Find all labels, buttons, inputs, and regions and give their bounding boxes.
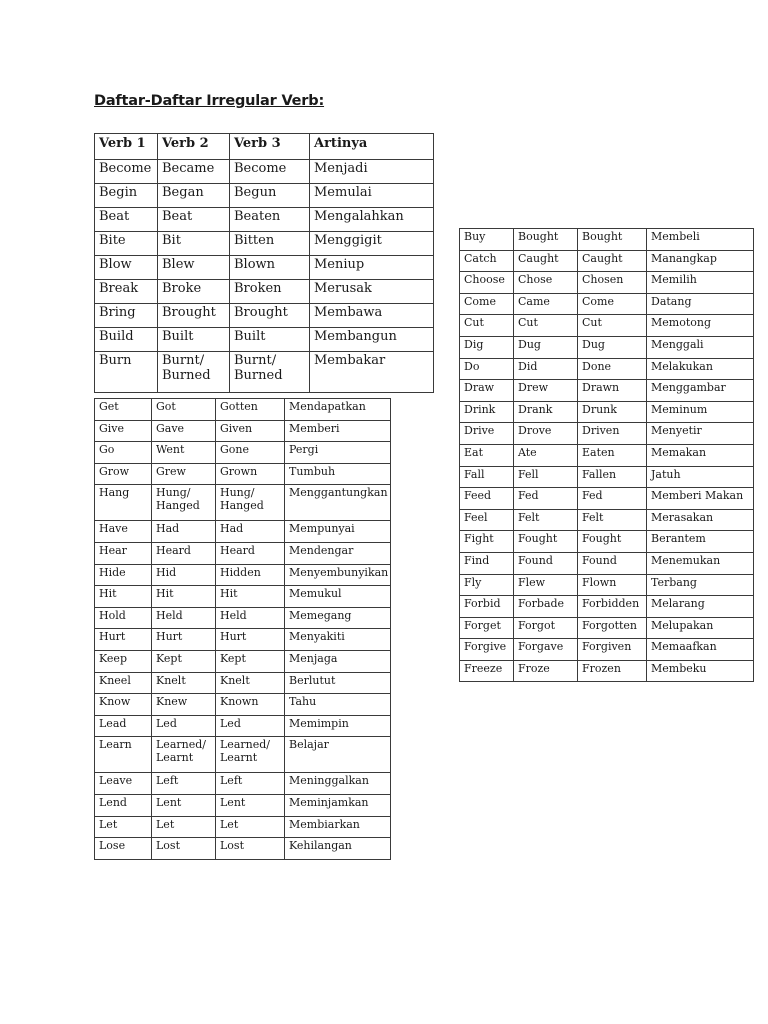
verb-2-cell: Hid <box>152 564 216 586</box>
table-row <box>460 250 754 272</box>
table-row <box>460 488 754 510</box>
verb-1-cell: Hide <box>95 564 152 586</box>
verb-1-cell: Burn <box>95 352 158 393</box>
verb-2-cell: Ate <box>514 444 578 466</box>
artinya-cell: Merasakan <box>647 509 754 531</box>
artinya-cell: Menyembunyikan <box>285 564 391 586</box>
verb-3-cell: Broken <box>230 280 310 304</box>
artinya-cell: Memulai <box>310 184 434 208</box>
table-row <box>95 694 391 716</box>
verb-2-cell: Forgot <box>514 617 578 639</box>
artinya-cell: Menemukan <box>647 552 754 574</box>
verb-1-cell: Bite <box>95 232 158 256</box>
verb-2-cell: Drove <box>514 423 578 445</box>
table-row <box>460 660 754 682</box>
verb-1-cell: Dig <box>460 336 514 358</box>
table-row <box>460 358 754 380</box>
table-row <box>460 272 754 294</box>
artinya-cell: Berlutut <box>285 672 391 694</box>
verb-1-cell: Kneel <box>95 672 152 694</box>
verb-3-cell: Brought <box>230 304 310 328</box>
verb-3-cell: Kept <box>216 650 285 672</box>
irregular-verb-table-2 <box>94 398 391 860</box>
verb-1-cell: Learn <box>95 737 152 773</box>
verb-2-cell: Knelt <box>152 672 216 694</box>
verb-1-cell: Hit <box>95 586 152 608</box>
verb-2-cell: Bit <box>158 232 230 256</box>
table-row <box>460 229 754 251</box>
table-row <box>95 304 434 328</box>
artinya-cell: Menggigit <box>310 232 434 256</box>
table-row <box>95 794 391 816</box>
artinya-cell: Membiarkan <box>285 816 391 838</box>
verb-3-cell: Come <box>578 293 647 315</box>
verb-3-cell: Grown <box>216 463 285 485</box>
verb-3-cell: Driven <box>578 423 647 445</box>
table-row <box>95 399 391 421</box>
verb-2-cell: Began <box>158 184 230 208</box>
table-row <box>95 232 434 256</box>
artinya-cell: Memberi Makan <box>647 488 754 510</box>
artinya-cell: Melakukan <box>647 358 754 380</box>
verb-2-cell: Felt <box>514 509 578 531</box>
verb-3-cell: Frozen <box>578 660 647 682</box>
verb-2-cell: Cut <box>514 315 578 337</box>
verb-3-cell: Fought <box>578 531 647 553</box>
verb-3-cell: Forgiven <box>578 639 647 661</box>
artinya-cell: Meminjamkan <box>285 794 391 816</box>
artinya-cell: Menyetir <box>647 423 754 445</box>
verb-3-cell: Caught <box>578 250 647 272</box>
table-row <box>95 280 434 304</box>
verb-2-cell: Fought <box>514 531 578 553</box>
table-row <box>460 617 754 639</box>
verb-2-cell: Fell <box>514 466 578 488</box>
verb-2-cell: Led <box>152 715 216 737</box>
verb-3-cell: Forbidden <box>578 596 647 618</box>
verb-1-cell: Hang <box>95 485 152 521</box>
verb-2-cell: Went <box>152 442 216 464</box>
verb-1-cell: Hear <box>95 542 152 564</box>
artinya-cell: Meninggalkan <box>285 773 391 795</box>
artinya-cell: Mempunyai <box>285 521 391 543</box>
artinya-cell: Melupakan <box>647 617 754 639</box>
verb-3-cell: Felt <box>578 509 647 531</box>
verb-3-cell: Eaten <box>578 444 647 466</box>
verb-3-cell: Chosen <box>578 272 647 294</box>
verb-2-cell: Heard <box>152 542 216 564</box>
table-row <box>95 586 391 608</box>
artinya-cell: Tahu <box>285 694 391 716</box>
irregular-verb-table-3 <box>459 228 754 682</box>
artinya-cell: Menggantungkan <box>285 485 391 521</box>
table-row <box>95 184 434 208</box>
verb-1-cell: Become <box>95 160 158 184</box>
verb-2-cell: Froze <box>514 660 578 682</box>
verb-2-cell: Let <box>152 816 216 838</box>
verb-3-cell: Begun <box>230 184 310 208</box>
artinya-cell: Memukul <box>285 586 391 608</box>
verb-2-cell: Kept <box>152 650 216 672</box>
verb-2-cell: Beat <box>158 208 230 232</box>
verb-1-cell: Hold <box>95 607 152 629</box>
artinya-cell: Memimpin <box>285 715 391 737</box>
table-row <box>95 328 434 352</box>
artinya-cell: Menggambar <box>647 380 754 402</box>
verb-3-cell: Bitten <box>230 232 310 256</box>
artinya-cell: Tumbuh <box>285 463 391 485</box>
artinya-cell: Memakan <box>647 444 754 466</box>
header-artinya: Artinya <box>310 134 434 160</box>
verb-1-cell: Come <box>460 293 514 315</box>
table-row <box>460 423 754 445</box>
table-row <box>460 509 754 531</box>
artinya-cell: Menjadi <box>310 160 434 184</box>
verb-3-cell: Hit <box>216 586 285 608</box>
verb-2-cell: Broke <box>158 280 230 304</box>
verb-1-cell: Forget <box>460 617 514 639</box>
verb-1-cell: Fight <box>460 531 514 553</box>
verb-1-cell: Drive <box>460 423 514 445</box>
verb-2-cell: Grew <box>152 463 216 485</box>
verb-3-cell: Drunk <box>578 401 647 423</box>
artinya-cell: Jatuh <box>647 466 754 488</box>
artinya-cell: Membeli <box>647 229 754 251</box>
artinya-cell: Belajar <box>285 737 391 773</box>
verb-1-cell: Eat <box>460 444 514 466</box>
artinya-cell: Mendengar <box>285 542 391 564</box>
table-row <box>460 401 754 423</box>
table-row <box>95 463 391 485</box>
artinya-cell: Membeku <box>647 660 754 682</box>
verb-1-cell: Lose <box>95 838 152 860</box>
table-row <box>95 160 434 184</box>
table-row <box>95 564 391 586</box>
table-row <box>460 315 754 337</box>
artinya-cell: Memilih <box>647 272 754 294</box>
verb-1-cell: Leave <box>95 773 152 795</box>
artinya-cell: Datang <box>647 293 754 315</box>
table-row <box>460 639 754 661</box>
verb-2-cell: Learned/ Learnt <box>152 737 216 773</box>
verb-3-cell: Learned/ Learnt <box>216 737 285 773</box>
table-row <box>95 816 391 838</box>
verb-1-cell: Keep <box>95 650 152 672</box>
verb-2-cell: Hurt <box>152 629 216 651</box>
verb-1-cell: Build <box>95 328 158 352</box>
artinya-cell: Mendapatkan <box>285 399 391 421</box>
artinya-cell: Kehilangan <box>285 838 391 860</box>
verb-3-cell: Blown <box>230 256 310 280</box>
verb-3-cell: Hung/ Hanged <box>216 485 285 521</box>
verb-1-cell: Bring <box>95 304 158 328</box>
artinya-cell: Terbang <box>647 574 754 596</box>
artinya-cell: Memegang <box>285 607 391 629</box>
verb-3-cell: Fed <box>578 488 647 510</box>
artinya-cell: Menyakiti <box>285 629 391 651</box>
artinya-cell: Membangun <box>310 328 434 352</box>
verb-2-cell: Did <box>514 358 578 380</box>
verb-1-cell: Fall <box>460 466 514 488</box>
verb-1-cell: Feed <box>460 488 514 510</box>
verb-3-cell: Lent <box>216 794 285 816</box>
verb-3-cell: Left <box>216 773 285 795</box>
verb-2-cell: Bought <box>514 229 578 251</box>
verb-3-cell: Bought <box>578 229 647 251</box>
table-row <box>95 442 391 464</box>
verb-2-cell: Hung/ Hanged <box>152 485 216 521</box>
artinya-cell: Meniup <box>310 256 434 280</box>
verb-3-cell: Hurt <box>216 629 285 651</box>
table-row <box>95 208 434 232</box>
table-row <box>95 521 391 543</box>
verb-3-cell: Dug <box>578 336 647 358</box>
artinya-cell: Merusak <box>310 280 434 304</box>
verb-1-cell: Begin <box>95 184 158 208</box>
verb-2-cell: Found <box>514 552 578 574</box>
verb-2-cell: Built <box>158 328 230 352</box>
table-row <box>95 672 391 694</box>
table-row <box>95 715 391 737</box>
artinya-cell: Memberi <box>285 420 391 442</box>
table-row <box>95 629 391 651</box>
verb-2-cell: Got <box>152 399 216 421</box>
verb-3-cell: Heard <box>216 542 285 564</box>
header-verb-3: Verb 3 <box>230 134 310 160</box>
table-row <box>460 336 754 358</box>
verb-3-cell: Let <box>216 816 285 838</box>
verb-3-cell: Gone <box>216 442 285 464</box>
verb-1-cell: Break <box>95 280 158 304</box>
verb-2-cell: Caught <box>514 250 578 272</box>
artinya-cell: Membakar <box>310 352 434 393</box>
verb-2-cell: Gave <box>152 420 216 442</box>
verb-2-cell: Lost <box>152 838 216 860</box>
verb-1-cell: Catch <box>460 250 514 272</box>
verb-1-cell: Buy <box>460 229 514 251</box>
verb-1-cell: Give <box>95 420 152 442</box>
table-row <box>95 542 391 564</box>
artinya-cell: Melarang <box>647 596 754 618</box>
verb-3-cell: Hidden <box>216 564 285 586</box>
verb-1-cell: Lend <box>95 794 152 816</box>
verb-2-cell: Chose <box>514 272 578 294</box>
verb-1-cell: Choose <box>460 272 514 294</box>
page-title: Daftar-Daftar Irregular Verb: <box>94 93 325 109</box>
verb-1-cell: Freeze <box>460 660 514 682</box>
artinya-cell: Manangkap <box>647 250 754 272</box>
table-row <box>460 380 754 402</box>
table-row <box>95 737 391 773</box>
artinya-cell: Menggali <box>647 336 754 358</box>
verb-1-cell: Fly <box>460 574 514 596</box>
verb-1-cell: Forgive <box>460 639 514 661</box>
verb-1-cell: Draw <box>460 380 514 402</box>
table-row <box>460 552 754 574</box>
verb-2-cell: Blew <box>158 256 230 280</box>
verb-3-cell: Given <box>216 420 285 442</box>
table-row <box>95 773 391 795</box>
table-row <box>460 466 754 488</box>
verb-2-cell: Burnt/ Burned <box>158 352 230 393</box>
table-row <box>95 352 434 393</box>
table-row <box>460 444 754 466</box>
verb-3-cell: Cut <box>578 315 647 337</box>
verb-3-cell: Fallen <box>578 466 647 488</box>
table-header-row <box>95 134 434 160</box>
verb-2-cell: Drew <box>514 380 578 402</box>
artinya-cell: Pergi <box>285 442 391 464</box>
irregular-verb-table-1 <box>94 133 434 393</box>
verb-2-cell: Hit <box>152 586 216 608</box>
verb-2-cell: Had <box>152 521 216 543</box>
verb-3-cell: Drawn <box>578 380 647 402</box>
verb-1-cell: Let <box>95 816 152 838</box>
table-row <box>95 607 391 629</box>
verb-3-cell: Found <box>578 552 647 574</box>
verb-1-cell: Grow <box>95 463 152 485</box>
verb-3-cell: Beaten <box>230 208 310 232</box>
verb-2-cell: Brought <box>158 304 230 328</box>
verb-1-cell: Beat <box>95 208 158 232</box>
verb-3-cell: Gotten <box>216 399 285 421</box>
artinya-cell: Mengalahkan <box>310 208 434 232</box>
verb-1-cell: Cut <box>460 315 514 337</box>
verb-3-cell: Knelt <box>216 672 285 694</box>
table-row <box>95 420 391 442</box>
verb-1-cell: Get <box>95 399 152 421</box>
verb-2-cell: Forbade <box>514 596 578 618</box>
verb-3-cell: Held <box>216 607 285 629</box>
verb-2-cell: Knew <box>152 694 216 716</box>
table-row <box>95 838 391 860</box>
table-row <box>460 531 754 553</box>
verb-3-cell: Led <box>216 715 285 737</box>
verb-1-cell: Blow <box>95 256 158 280</box>
table-row <box>95 256 434 280</box>
verb-1-cell: Hurt <box>95 629 152 651</box>
verb-1-cell: Go <box>95 442 152 464</box>
verb-3-cell: Built <box>230 328 310 352</box>
verb-1-cell: Forbid <box>460 596 514 618</box>
artinya-cell: Menjaga <box>285 650 391 672</box>
verb-3-cell: Had <box>216 521 285 543</box>
artinya-cell: Berantem <box>647 531 754 553</box>
verb-3-cell: Flown <box>578 574 647 596</box>
artinya-cell: Meminum <box>647 401 754 423</box>
header-verb-1: Verb 1 <box>95 134 158 160</box>
table-row <box>95 650 391 672</box>
verb-2-cell: Became <box>158 160 230 184</box>
verb-1-cell: Do <box>460 358 514 380</box>
verb-2-cell: Dug <box>514 336 578 358</box>
verb-3-cell: Forgotten <box>578 617 647 639</box>
artinya-cell: Memotong <box>647 315 754 337</box>
verb-1-cell: Feel <box>460 509 514 531</box>
verb-3-cell: Done <box>578 358 647 380</box>
verb-2-cell: Fed <box>514 488 578 510</box>
verb-1-cell: Find <box>460 552 514 574</box>
verb-1-cell: Know <box>95 694 152 716</box>
verb-2-cell: Lent <box>152 794 216 816</box>
verb-2-cell: Flew <box>514 574 578 596</box>
verb-1-cell: Lead <box>95 715 152 737</box>
verb-3-cell: Lost <box>216 838 285 860</box>
table-row <box>460 574 754 596</box>
table-row <box>460 293 754 315</box>
table-row <box>460 596 754 618</box>
verb-3-cell: Burnt/ Burned <box>230 352 310 393</box>
verb-2-cell: Forgave <box>514 639 578 661</box>
verb-2-cell: Drank <box>514 401 578 423</box>
verb-3-cell: Become <box>230 160 310 184</box>
verb-1-cell: Have <box>95 521 152 543</box>
verb-3-cell: Known <box>216 694 285 716</box>
table-row <box>95 485 391 521</box>
verb-1-cell: Drink <box>460 401 514 423</box>
header-verb-2: Verb 2 <box>158 134 230 160</box>
verb-2-cell: Held <box>152 607 216 629</box>
verb-2-cell: Came <box>514 293 578 315</box>
verb-2-cell: Left <box>152 773 216 795</box>
artinya-cell: Memaafkan <box>647 639 754 661</box>
artinya-cell: Membawa <box>310 304 434 328</box>
